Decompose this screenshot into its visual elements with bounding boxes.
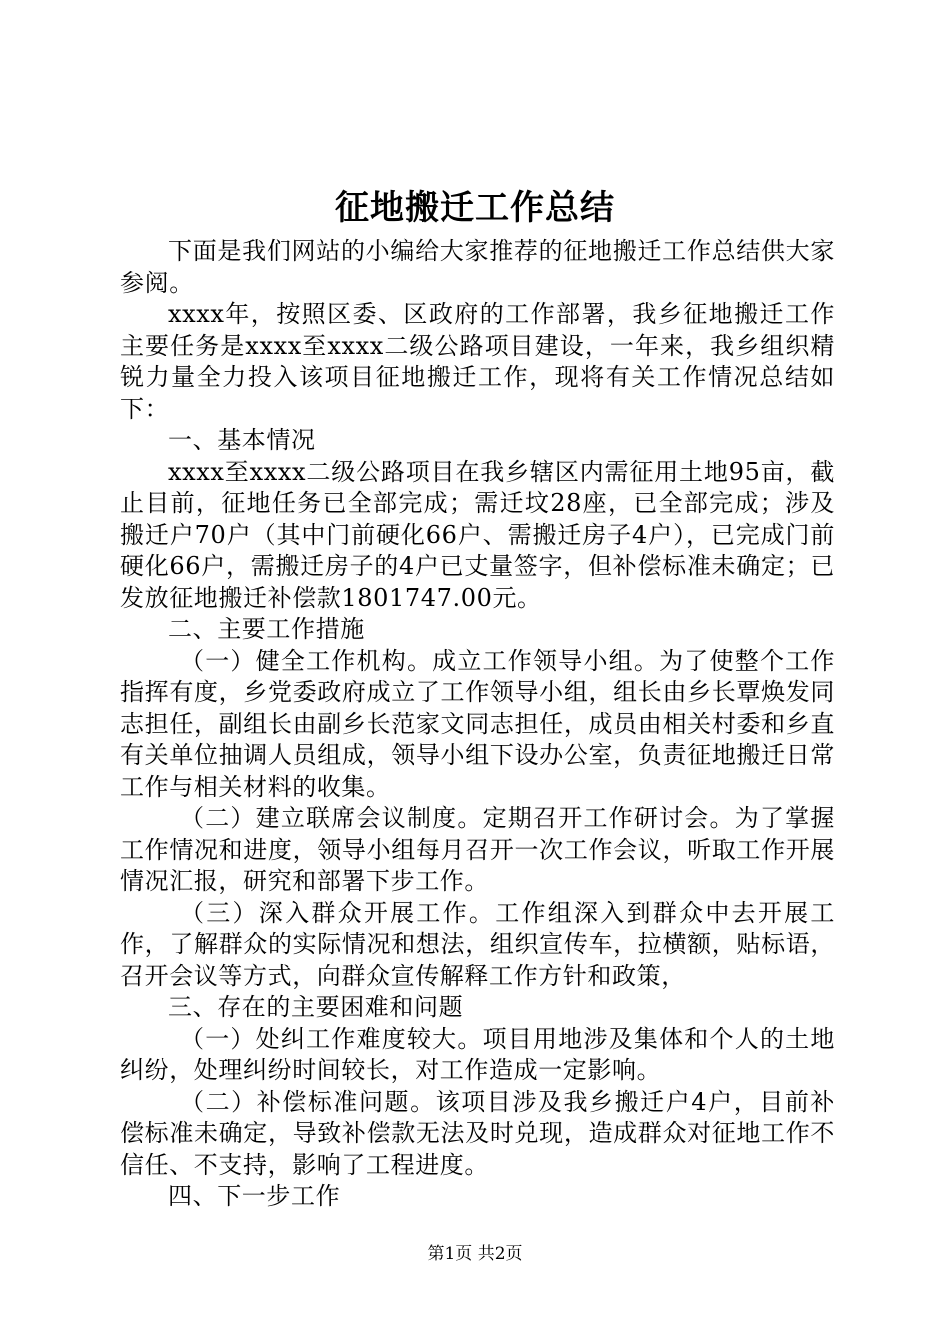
section-heading-basic: 一、基本情况: [168, 426, 316, 454]
section-heading-problems: 三、存在的主要困难和问题: [168, 993, 464, 1021]
section-heading-next-steps: 四、下一步工作: [168, 1182, 341, 1210]
document-title: 征地搬迁工作总结: [335, 188, 615, 228]
paragraph-basic-situation: xxxx至xxxx二级公路项目在我乡辖区内需征用土地95亩，截止目前，征地任务已全部完成；需迁坟28座，已全部完成；涉及搬迁户70户（其中门前硬化66户、需搬迁房子4户），已完成门前硬化66户，需搬迁房子的4户已丈量签字，但补偿标准未确定；已发放征地搬迁补偿款1801747.00元。: [120, 457, 835, 612]
paragraph-measure-3: （三）深入群众开展工作。工作组深入到群众中去开展工作，了解群众的实际情况和想法，组织宣传车，拉横额，贴标语，召开会议等方式，向群众宣传解释工作方针和政策，: [120, 898, 835, 990]
paragraph-problem-1: （一）处纠工作难度较大。项目用地涉及集体和个人的土地纠纷，处理纠纷时间较长，对工作造成一定影响。: [120, 1024, 835, 1084]
paragraph-problem-2: （二）补偿标准问题。该项目涉及我乡搬迁户4户，目前补偿标准未确定，导致补偿款无法及时兑现，造成群众对征地工作不信任、不支持，影响了工程进度。: [120, 1087, 835, 1179]
paragraph-intro: 下面是我们网站的小编给大家推荐的征地搬迁工作总结供大家参阅。: [120, 237, 835, 297]
paragraph-measure-2: （二）建立联席会议制度。定期召开工作研讨会。为了掌握工作情况和进度，领导小组每月召开一次工作会议，听取工作开展情况汇报，研究和部署下步工作。: [120, 804, 835, 895]
paragraph-measure-1: （一）健全工作机构。成立工作领导小组。为了使整个工作指挥有度，乡党委政府成立了工作领导小组，组长由乡长覃焕发同志担任，副组长由副乡长范家文同志担任，成员由相关村委和乡直有关单位抽调人员组成，领导小组下设办公室，负责征地搬迁日常工作与相关材料的收集。: [120, 646, 835, 801]
document-body: [120, 236, 835, 1213]
page-footer: 第1页 共2页: [427, 1244, 523, 1264]
section-heading-measures: 二、主要工作措施: [168, 615, 365, 643]
paragraph-overview: xxxx年，按照区委、区政府的工作部署，我乡征地搬迁工作主要任务是xxxx至xxxx二级公路项目建设，一年来，我乡组织精锐力量全力投入该项目征地搬迁工作，现将有关工作情况总结如下：: [120, 300, 835, 423]
